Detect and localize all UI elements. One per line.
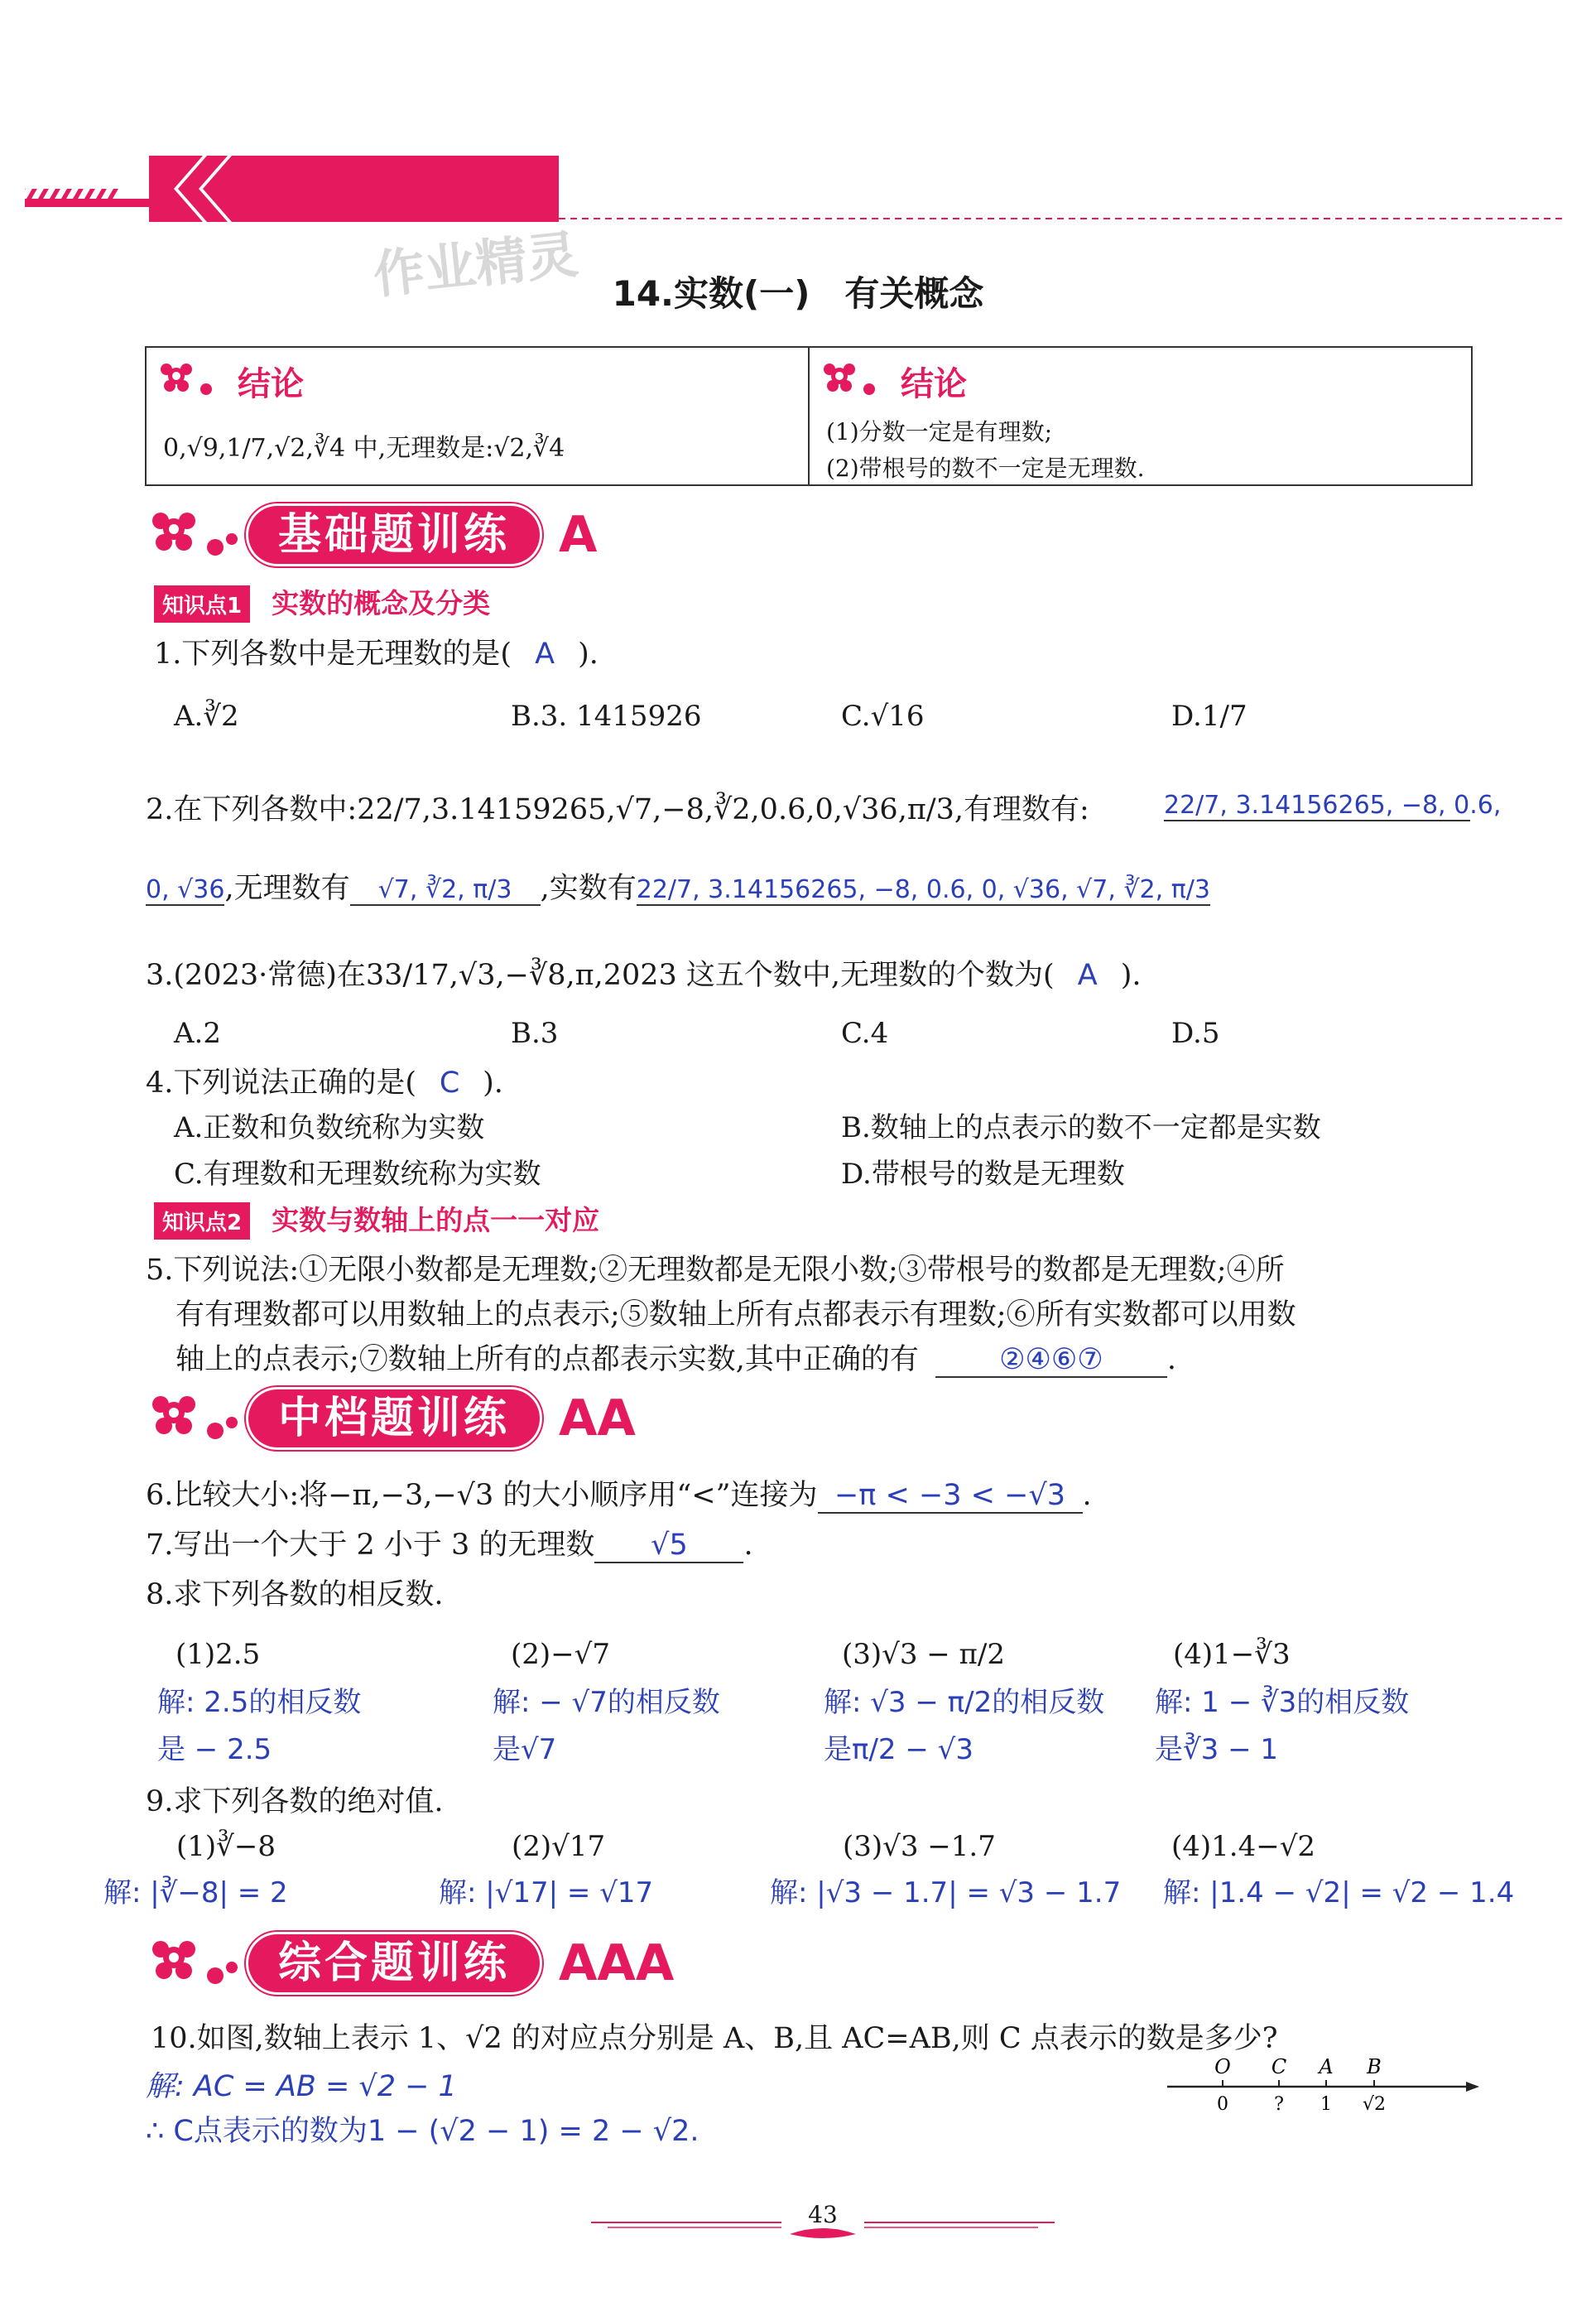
header-decoration [25,156,1565,222]
q10-solution-2: ∴ C点表示的数为1 − (√2 − 1) = 2 − √2. [146,2115,699,2148]
part-solution-2: 是√7 [493,1733,557,1766]
question-5-line-1: 5.下列说法:①无限小数都是无理数;②无理数都是无限小数;③带根号的数都是无理数;④所 [146,1254,1285,1287]
page-title: 14.实数(一) 有关概念 [612,273,984,314]
q7-end: . [743,1529,753,1562]
flower-icon [158,354,233,404]
part-solution-1: 解: 1 − ∛3的相反数 [1155,1686,1410,1719]
q8-part-1 [157,1638,361,1767]
flower-icon [821,354,896,404]
q2-real-answer: 22/7, 3.14156265, −8, 0.6, 0, √36, √7, ∛2, π/3 [636,875,1210,904]
option-b: B.数轴上的点表示的数不一定都是实数 [841,1111,1321,1144]
q2-real-label: ,实数有 [540,872,637,905]
conclusion-box-right [810,348,1471,484]
conclusion-heading: 结论 [238,365,304,403]
option-c: C.4 [841,1017,889,1050]
part-label: (1)2.5 [175,1638,261,1671]
option-a: A.正数和负数统称为实数 [174,1111,485,1144]
kp-tag: 知识点1 [154,585,250,623]
question-6 [146,1472,1092,1514]
conclusion-box-left [147,348,810,484]
part-solution: 解: |∛−8| = 2 [103,1876,288,1909]
question-4 [146,1060,503,1101]
axis-tick-1: 1 [1320,2094,1332,2115]
header-banner [25,156,1565,222]
option-b: B.3. 1415926 [511,700,702,733]
question-stem: 3.(2023·常德)在33/17,√3,−∛8,π,2023 这五个数中,无理数的个数为( [146,959,1055,992]
knowledge-point-1 [154,582,490,623]
question-1 [154,631,598,672]
conclusion-line-1: (1)分数一定是有理数; [826,418,1053,445]
part-label: (3)√3 − π/2 [842,1638,1005,1671]
q8-part-3 [824,1638,1104,1767]
section-grade: AAA [559,1934,675,1992]
part-solution: 解: |√17| = √17 [439,1876,654,1909]
question-8-stem: 8.求下列各数的相反数. [146,1578,444,1611]
part-solution-1: 解: 2.5的相反数 [157,1686,362,1719]
q2-rational-answer: 22/7, 3.14156265, −8, 0.6, [1164,791,1502,820]
section-title: 综合题训练 [248,1934,540,1992]
conclusion-line-2: (2)带根号的数不一定是无理数. [826,455,1145,482]
q5-answer: ②④⑥⑦ [935,1343,1167,1378]
question-9-stem: 9.求下列各数的绝对值. [146,1785,444,1818]
part-label: (4)1.4−√2 [1171,1830,1316,1863]
page-number: 43 [808,2201,838,2228]
q7-answer: √5 [594,1529,743,1563]
axis-tick-0: 0 [1217,2094,1228,2115]
flower-icon [149,1929,248,1996]
kp-title: 实数与数轴上的点一一对应 [272,1204,600,1236]
part-label: (3)√3 −1.7 [843,1830,996,1863]
question-2-stem: 2.在下列各数中:22/7,3.14159265,√7,−8,∛2,0.6,0,√36,π/3,有理数有: [146,793,1089,826]
q10-solution-1: 解: AC = AB = √2 − 1 [146,2070,457,2103]
q9-part-1 [103,1830,288,1910]
option-d: D.带根号的数是无理数 [841,1158,1125,1191]
question-stem: 4.下列说法正确的是( [146,1067,417,1100]
part-label: (2)−√7 [511,1638,610,1671]
section-grade: A [559,506,598,564]
question-stem: 7.写出一个大于 2 小于 3 的无理数 [146,1529,595,1562]
axis-label-o: O [1214,2055,1231,2078]
q2-irrational-label: ,无理数有 [224,872,350,905]
number-line-figure [1163,2055,1486,2130]
question-stem-end: ). [578,638,598,671]
section-title: 中档题训练 [248,1389,540,1447]
conclusion-table [145,346,1473,486]
part-label: (4)1−∛3 [1173,1638,1291,1671]
question-stem-end: ). [483,1067,503,1100]
kp-title: 实数的概念及分类 [272,587,491,619]
part-solution-2: 是 − 2.5 [157,1733,272,1766]
axis-label-b: B [1367,2055,1382,2078]
q8-part-4 [1155,1638,1409,1767]
q8-part-2 [493,1638,720,1767]
part-solution: 解: |√3 − 1.7| = √3 − 1.7 [770,1876,1122,1909]
question-stem: 轴上的点表示;⑦数轴上所有的点都表示实数,其中正确的有 [175,1343,919,1376]
answer-choice: C [439,1067,460,1100]
section-title: 基础题训练 [248,506,540,564]
q2-rational-answer-cont: 0, √36 [146,875,225,904]
q9-part-4 [1163,1830,1514,1910]
conclusion-heading: 结论 [901,365,967,403]
knowledge-point-2 [154,1199,599,1240]
conclusion-text: 0,√9,1/7,√2,∛4 中,无理数是:√2,∛4 [163,434,565,463]
question-10-stem: 10.如图,数轴上表示 1、√2 的对应点分别是 A、B,且 AC=AB,则 C 点表示的数是多少? [151,2022,1278,2055]
question-5-line-2: 有有理数都可以用数轴上的点表示;⑤数轴上所有点都表示有理数;⑥所有实数都可以用数 [175,1298,1296,1331]
watermark: 作业精灵 [370,224,581,306]
answer-choice: A [1077,959,1098,992]
flower-icon [149,1384,248,1451]
part-label: (2)√17 [512,1830,606,1863]
part-solution-1: 解: √3 − π/2的相反数 [824,1686,1105,1719]
option-d: D.5 [1171,1017,1220,1050]
part-solution-2: 是π/2 − √3 [824,1733,973,1766]
part-solution-2: 是∛3 − 1 [1155,1733,1279,1766]
q9-part-2 [439,1830,653,1910]
axis-tick-sqrt2: √2 [1362,2094,1387,2115]
q6-answer: −π < −3 < −√3 [818,1479,1083,1514]
option-b: B.3 [511,1017,559,1050]
question-stem: 6.比较大小:将−π,−3,−√3 的大小顺序用“<”连接为 [146,1479,818,1512]
part-solution-1: 解: − √7的相反数 [493,1686,720,1719]
axis-label-c: C [1271,2055,1287,2078]
question-stem-end: ). [1120,959,1142,992]
axis-label-a: A [1319,2055,1334,2078]
answer-choice: A [535,638,555,671]
q9-part-3 [770,1830,1121,1910]
option-c: C.有理数和无理数统称为实数 [174,1158,541,1191]
footer [591,2201,1055,2246]
q2-line-2 [146,865,1210,907]
q2-irrational-answer: √7, ∛2, π/3 [350,875,541,906]
number-line [1163,2055,1486,2130]
flower-icon [149,501,248,567]
question-5-line-3 [175,1336,1176,1378]
question-stem: 1.下列各数中是无理数的是( [154,638,512,671]
q6-end: . [1082,1479,1092,1512]
part-label: (1)∛−8 [176,1830,276,1863]
option-c: C.√16 [841,700,925,733]
option-a: A.∛2 [174,700,239,733]
option-a: A.2 [174,1017,221,1050]
question-7 [146,1522,753,1563]
axis-tick-c: ? [1274,2094,1284,2115]
part-solution: 解: |1.4 − √2| = √2 − 1.4 [1163,1876,1515,1909]
question-3 [146,952,1142,994]
q5-end: . [1166,1343,1177,1376]
option-d: D.1/7 [1171,700,1247,733]
section-grade: AA [559,1389,636,1447]
kp-tag: 知识点2 [154,1202,250,1240]
